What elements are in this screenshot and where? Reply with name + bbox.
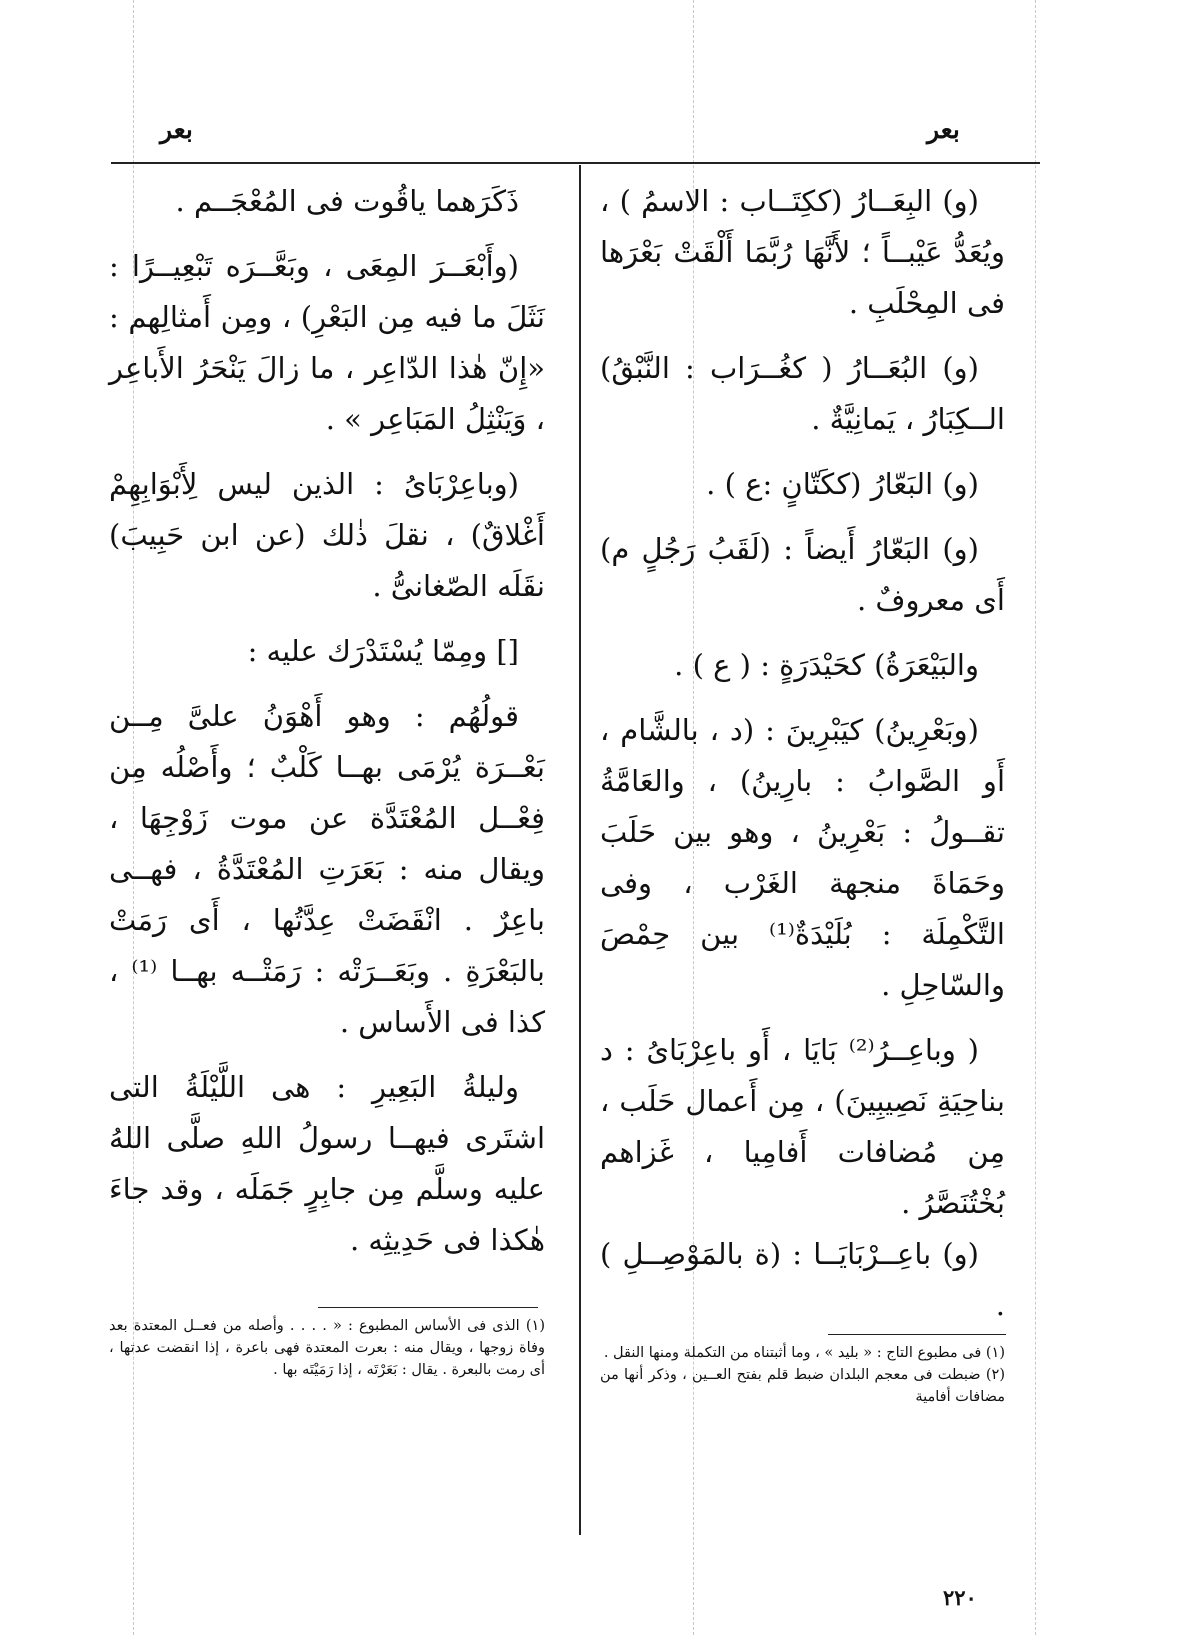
footnote-rule-right [828, 1334, 1006, 1335]
footnote: (١) فى مطبوع التاج : « بليد » ، وما أثبتناه من التكملة ومنها النقل . [603, 1345, 1005, 1361]
entry-paragraph: (و) باعِــرْبَايَــا : (ة بالمَوْصِــلِ ) . [600, 1237, 1005, 1322]
left-column [109, 176, 545, 1266]
entry-paragraph: (وباعِرْبَاىُ : الذين ليس لِأَبْوَابِهِمْ أَغْلاقٌ) ، نقلَ ذٰلك (عن ابن حَبِيبَ) نقَلَه الصّغانىُّ . [109, 467, 545, 603]
entry-paragraph: ذَكَرَهما ياقُوت فى المُعْجَــم . [175, 184, 519, 218]
entry-paragraph: (و) البُعَــارُ ( كغُــرَاب : النَّبْقُ) الــكِبَارُ ، يَمانِيَّةٌ . [600, 351, 1005, 436]
entry-paragraph: والبَيْعَرَةُ) كحَيْدَرَةٍ : ( ع ) . [674, 648, 979, 682]
footnote: (٢) ضبطت فى معجم البلدان ضبط قلم بفتح العــين ، وذكر أنها من مضافات أفامية [600, 1367, 1005, 1405]
entry-paragraph: ( وباعِــرُ⁽²⁾ بَايَا ، أَو باعِرْبَاىُ : د بناحِيَةِ نَصِيبِينَ) ، مِن أَعمال حَلَب ، مِن مُضافات أَفامِيا ، غَزاهم بُخْتُنَصَّرُ . [600, 1033, 1005, 1220]
footnote-rule-left [318, 1307, 538, 1308]
entry-paragraph: وليلةُ البَعِيرِ : هى اللَّيْلَةُ التى اشتَرى فيهــا رسولُ اللهِ صلَّى اللهُ عليه وسلَّم مِن جابِرٍ جَمَلَه ، وقد جاءَ هٰكذا فى حَدِيثِه . [109, 1070, 545, 1257]
header-rule [111, 162, 1040, 164]
running-head-left: بعر [160, 115, 193, 144]
page-number: ٢٢٠ [943, 1585, 977, 1610]
entry-paragraph: (وأَبْعَــرَ المِعَى ، وبَعَّــرَه تَبْعِيــرًا : نَثَلَ ما فيه مِن البَعْرِ) ، ومِن أَمثالِهم : «إِنّ هٰذا الدّاعِر ، ما زالَ يَنْحَرُ الأَباعِر ، وَيَنْثِلُ المَبَاعِر » . [109, 249, 545, 436]
footnote: (١) الذى فى الأساس المطبوع : « . . . . وأصله من فعــل المعتدة بعد وفاة زوجها ، ويقال منه : بعرت المعتدة فهى باعرة ، إذا انقضت عدتها ، أى رمت بالبعرة . يقال : بَعَرْتَه ، إذا رَمَيْتَه بها . [109, 1318, 545, 1378]
entry-paragraph: (و) البَعّارُ (ككَتّانٍ :ع ) . [706, 467, 979, 501]
right-column [600, 176, 1005, 1331]
scan-artifact-line [1035, 0, 1036, 1635]
entry-paragraph: (و) البَعّارُ أَيضاً : (لَقَبُ رَجُلٍ م) أَى معروفٌ . [600, 532, 1005, 617]
right-footnotes [600, 1342, 1005, 1408]
entry-paragraph: قولُهُم : وهو أَهْوَنُ علىَّ مِــن بَعْــرَة يُرْمَى بهــا كَلْبٌ ؛ وأَصْلُه مِن فِعْــل المُعْتَدَّة عن موت زَوْجِهَا ، ويقال منه : بَعَرَتِ المُعْتَدَّةُ ، فهــى باعِرٌ . انْقَضَتْ عِدَّتُها ، أَى رَمَتْ بالبَعْرَةِ . وبَعَــرَتْه : رَمَتْــه بهــا ⁽¹⁾ ، كذا فى الأَساس . [109, 699, 546, 1039]
column-divider [579, 165, 581, 1535]
entry-paragraph: (و) البِعَــارُ (ككِتَــاب : الاسمُ ) ، ويُعَدُّ عَيْبــاً ؛ لأَنَّهَا رُبَّمَا أَلْقَتْ بَعْرَها فى المِحْلَبِ . [600, 184, 1005, 320]
entry-paragraph: (وبَعْرِينُ) كيَبْرِينَ : (د ، بالشَّام ، أَو الصَّوابُ : بارِينُ) ، والعَامَّةُ تقــولُ : بَعْرِينُ ، وهو بين حَلَبَ وحَمَاةَ منجهة الغَرْب ، وفى التَّكْمِلَة : بُلَيْدَةٌ⁽¹⁾ بين حِمْصَ والسّاحِلِ . [600, 713, 1005, 1002]
section-heading: [] ومِمّا يُسْتَدْرَك عليه : [247, 634, 519, 668]
running-head-right: بعر [927, 115, 960, 144]
left-footnotes [109, 1315, 545, 1381]
